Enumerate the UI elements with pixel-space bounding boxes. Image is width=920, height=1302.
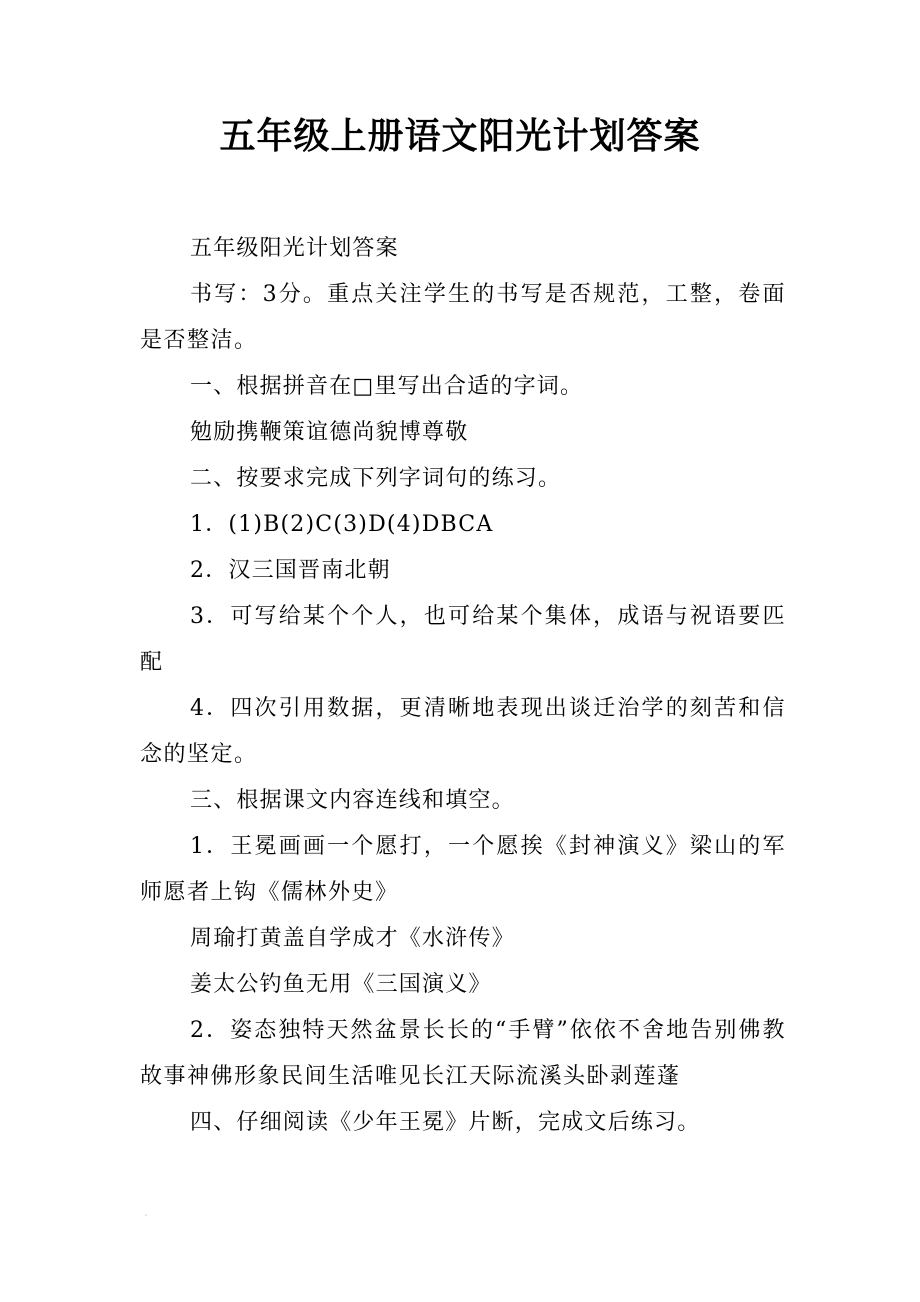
paragraph: 书写：3分。重点关注学生的书写是否规范，工整，卷面是否整洁。 [140,282,786,353]
paragraph: 勉励携鞭策谊德尚貌博尊敬 [190,420,469,445]
paragraph: 4．四次引用数据，更清晰地表现出谈迁治学的刻苦和信念的坚定。 [140,696,786,767]
paragraph: 四、仔细阅读《少年王冕》片断，完成文后练习。 [190,1110,701,1135]
paragraph: 2．姿态独特天然盆景长长的“手臂”依依不舍地告别佛教故事神佛形象民间生活唯见长江天际流溪头卧剥莲蓬 [140,1018,786,1089]
document-title: 五年级上册语文阳光计划答案 [219,116,701,157]
paragraph: 1．王冕画画一个愿打，一个愿挨《封神演义》梁山的军师愿者上钩《儒林外史》 [140,834,786,905]
paragraph: 3．可写给某个个人，也可给某个集体，成语与祝语要匹配 [140,604,786,675]
paragraph: 姜太公钓鱼无用《三国演义》 [190,972,492,997]
paragraph: 2．汉三国晋南北朝 [190,558,391,583]
paragraph: 三、根据课文内容连线和填空。 [190,788,515,813]
paragraph: 二、按要求完成下列字词句的练习。 [190,466,562,491]
paragraph: 五年级阳光计划答案 [190,236,399,261]
paragraph: 1．(1)B(2)C(3)D(4)DBCA [190,512,494,537]
paragraph: 周瑜打黄盖自学成才《水浒传》 [190,926,515,951]
document-body [140,226,786,1146]
page-mark [145,1214,147,1216]
paragraph: 一、根据拼音在□里写出合适的字词。 [190,374,584,399]
